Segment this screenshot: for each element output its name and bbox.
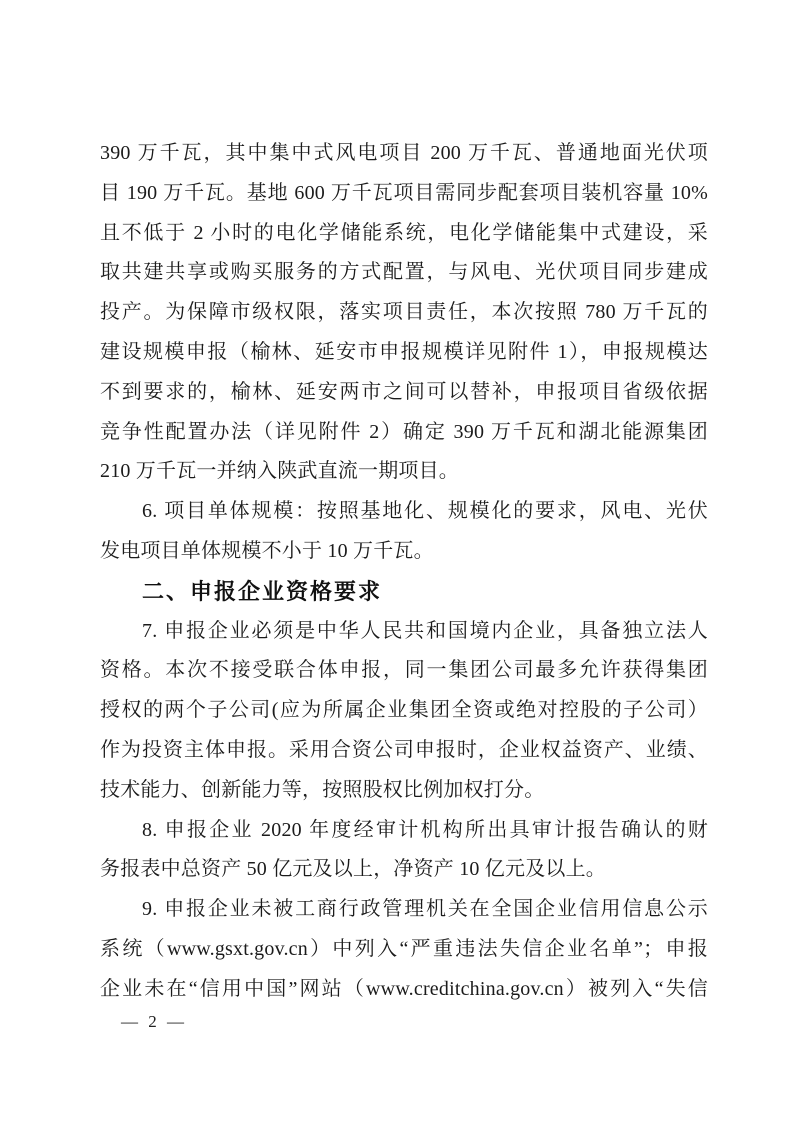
- text-line-item-8: 8. 申报企业 2020 年度经审计机构所出具审计报告确认的财: [142, 818, 708, 841]
- text-line: 资格。本次不接受联合体申报，同一集团公司最多允许获得集团: [100, 659, 708, 682]
- text-line: 务报表中总资产 50 亿元及以上，净资产 10 亿元及以上。: [100, 858, 606, 881]
- text-line: 授权的两个子公司(应为所属企业集团全资或绝对控股的子公司）: [100, 699, 708, 722]
- text-line: 取共建共享或购买服务的方式配置，与风电、光伏项目同步建成: [100, 261, 708, 284]
- text-line: 作为投资主体申报。采用合资公司申报时，企业权益资产、业绩、: [100, 738, 708, 761]
- text-line: 且不低于 2 小时的电化学储能系统，电化学储能集中式建设，采: [100, 221, 708, 244]
- text-line-item-9: 9. 申报企业未被工商行政管理机关在全国企业信用信息公示: [142, 898, 708, 921]
- text-line-item-6: 6. 项目单体规模：按照基地化、规模化的要求，风电、光伏: [142, 500, 708, 523]
- text-line: 390 万千瓦，其中集中式风电项目 200 万千瓦、普通地面光伏项: [100, 142, 708, 164]
- page-number: — 2 —: [121, 1012, 185, 1031]
- text-line: 建设规模申报（榆林、延安市申报规模详见附件 1），申报规模达: [100, 340, 708, 363]
- text-line: 企业未在“信用中国”网站（www.creditchina.gov.cn）被列入“失信: [100, 977, 708, 1000]
- text-line: 发电项目单体规模不小于 10 万千瓦。: [100, 539, 434, 562]
- text-line: 投产。为保障市级权限，落实项目责任，本次按照 780 万千瓦的: [100, 301, 708, 324]
- text-line: 210 万千瓦一并纳入陕武直流一期项目。: [100, 460, 459, 483]
- section-heading: 二、申报企业资格要求: [142, 578, 383, 604]
- text-line: 不到要求的，榆林、延安两市之间可以替补，申报项目省级依据: [100, 380, 708, 403]
- text-line: 竞争性配置办法（详见附件 2）确定 390 万千瓦和湖北能源集团: [100, 420, 708, 443]
- text-line-item-7: 7. 申报企业必须是中华人民共和国境内企业，具备独立法人: [142, 619, 708, 642]
- text-line: 技术能力、创新能力等，按照股权比例加权打分。: [100, 778, 545, 801]
- text-line: 目 190 万千瓦。基地 600 万千瓦项目需同步配套项目装机容量 10%: [100, 181, 708, 204]
- text-line: 系统（www.gsxt.gov.cn）中列入“严重违法失信企业名单”；申报: [100, 937, 708, 960]
- document-body: [100, 134, 708, 1010]
